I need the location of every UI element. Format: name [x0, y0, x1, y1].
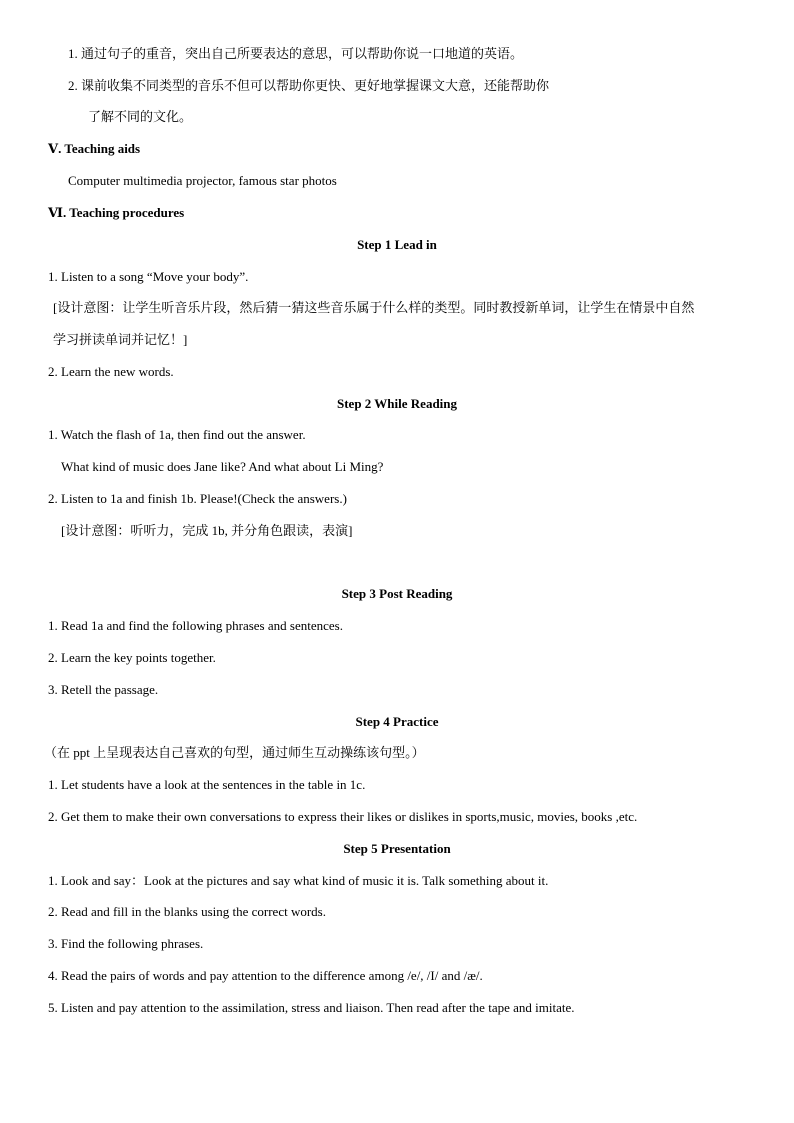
step-5-line-2: 2. Read and fill in the blanks using the correct words.: [48, 904, 326, 919]
step-1-line-1: 1. Listen to a song “Move your body”.: [48, 269, 249, 284]
goal-item-2-line-2: 了解不同的文化。: [88, 109, 193, 124]
step-3-line-3: 3. Retell the passage.: [48, 682, 159, 697]
step-3-line-1: 1. Read 1a and find the following phrases and sentences.: [48, 618, 343, 633]
step-2-line-2: 2. Listen to 1a and finish 1b. Please!(Check the answers.): [48, 491, 347, 506]
step-3-line-2: 2. Learn the key points together.: [48, 650, 216, 665]
step-1-title: Step 1 Lead in: [357, 237, 437, 252]
step-5-title: Step 5 Presentation: [343, 841, 451, 856]
step-2-title: Step 2 While Reading: [336, 396, 458, 411]
step-5-line-1: 1. Look and say：Look at the pictures and say what kind of music it is. Talk something about it.: [48, 873, 549, 888]
step-3-title: Step 3 Post Reading: [341, 586, 453, 601]
teaching-aids-heading: Ⅴ. Teaching aids: [48, 141, 141, 156]
teaching-aids-text: Computer multimedia projector, famous star photos: [68, 173, 337, 188]
step-1-design-line-1: [设计意图：让学生听音乐片段，然后猜一猜这些音乐属于什么样的类型。同时教授新单词，让学生在情景中自然: [53, 300, 695, 315]
step-2-line-1-sub: What kind of music does Jane like? And what about Li Ming?: [61, 459, 384, 474]
goal-item-1: 1. 通过句子的重音，突出自己所要表达的意思，可以帮助你说一口地道的英语。: [68, 46, 524, 61]
step-5-line-4: 4. Read the pairs of words and pay attention to the difference among /e/, /I/ and /æ/.: [48, 968, 483, 983]
goal-item-2-line-1: 2. 课前收集不同类型的音乐不但可以帮助你更快、更好地掌握课文大意，还能帮助你: [68, 78, 550, 93]
step-5-line-3: 3. Find the following phrases.: [48, 936, 204, 951]
teaching-procedures-heading: Ⅵ. Teaching procedures: [48, 205, 185, 220]
step-4-title: Step 4 Practice: [355, 714, 439, 729]
step-4-note: （在 ppt 上呈现表达自己喜欢的句型，通过师生互动操练该句型。）: [44, 745, 425, 760]
step-1-design-line-2: 学习拼读单词并记忆！]: [53, 332, 188, 347]
step-1-line-2: 2. Learn the new words.: [48, 364, 174, 379]
step-4-line-2: 2. Get them to make their own conversations to express their likes or dislikes in sports,music, movies, books ,etc.: [48, 809, 638, 824]
step-2-line-1: 1. Watch the flash of 1a, then find out the answer.: [48, 427, 306, 442]
step-4-line-1: 1. Let students have a look at the sentences in the table in 1c.: [48, 777, 366, 792]
step-2-design: [设计意图：听听力，完成 1b, 并分角色跟读，表演]: [61, 523, 353, 538]
step-5-line-5: 5. Listen and pay attention to the assimilation, stress and liaison. Then read after the tape and imitate.: [48, 1000, 575, 1015]
